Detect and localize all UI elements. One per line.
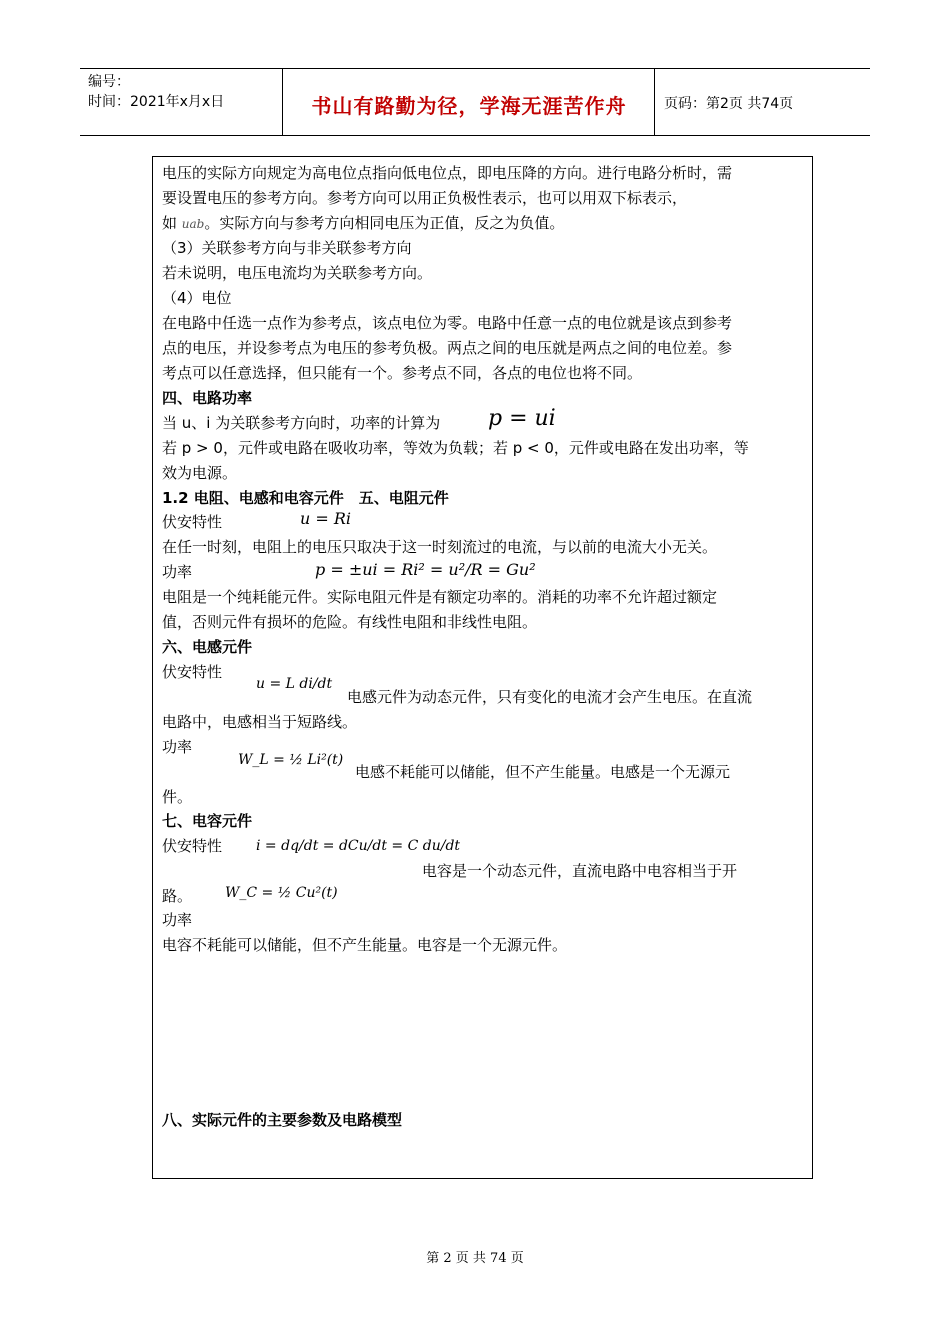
para-text: 如: [162, 214, 178, 232]
header-divider-2: [654, 69, 655, 135]
date-label: 时间：2021年x月x日: [88, 94, 225, 110]
section-heading-7: 七、电容元件: [162, 812, 253, 830]
para-line: 值，否则元件有损坏的危险。有线性电阻和非线性电阻。: [162, 613, 538, 631]
para-line: 电路中，电感相当于短路线。: [162, 713, 358, 731]
header-top-rule: [80, 68, 870, 69]
section-heading-4: 四、电路功率: [162, 389, 253, 407]
label-va-characteristic: 伏安特性: [162, 513, 223, 531]
capacitor-energy-equation: W_C = ½ Cu²(t): [225, 885, 338, 901]
header-bottom-rule: [80, 135, 870, 136]
section-heading-6: 六、电感元件: [162, 638, 253, 656]
para-line: 当 u、i 为关联参考方向时，功率的计算为: [162, 414, 441, 432]
section-heading-8: 八、实际元件的主要参数及电路模型: [162, 1111, 403, 1129]
label-va-characteristic: 伏安特性: [162, 837, 223, 855]
inductor-equation: u = L di/dt: [256, 676, 333, 692]
para-line: 若未说明，电压电流均为关联参考方向。: [162, 264, 433, 282]
para-line: 电感不耗能可以储能，但不产生能量。电感是一个无源元: [355, 763, 731, 781]
label-power: 功率: [162, 738, 193, 756]
doc-number-label: 编号：: [88, 74, 130, 90]
para-line: 电阻是一个纯耗能元件。实际电阻元件是有额定功率的。消耗的功率不允许超过额定: [162, 588, 718, 606]
para-line: 电容是一个动态元件，直流电路中电容相当于开: [422, 862, 738, 880]
para-line: [162, 213, 564, 234]
capacitor-equation: i = dq/dt = dCu/dt = C du/dt: [256, 838, 461, 854]
page-footer: 第 2 页 共 74 页: [426, 1251, 524, 1266]
subheading: （4）电位: [162, 289, 232, 307]
resistor-power-equation: p = ±ui = Ri² = u²/R = Gu²: [315, 560, 536, 579]
para-line: 效为电源。: [162, 464, 238, 482]
uab-symbol: uab: [181, 217, 205, 231]
para-line: 考点可以任意选择，但只能有一个。参考点不同，各点的电位也将不同。: [162, 364, 643, 382]
label-va-characteristic: 伏安特性: [162, 663, 223, 681]
para-line: 电感元件为动态元件，只有变化的电流才会产生电压。在直流: [347, 688, 753, 706]
power-equation: p = ui: [488, 406, 556, 431]
para-line: 件。: [162, 788, 193, 806]
content-frame: [152, 156, 813, 1179]
subheading: （3）关联参考方向与非关联参考方向: [162, 239, 412, 257]
ohm-equation: u = Ri: [300, 509, 352, 528]
inductor-energy-equation: W_L = ½ Li²(t): [238, 752, 344, 768]
para-line: 在任一时刻，电阻上的电压只取决于这一时刻流过的电流，与以前的电流大小无关。: [162, 538, 718, 556]
header-page-info: 页码：第2页 共74页: [664, 96, 794, 112]
section-heading-1-2: 1.2 电阻、电感和电容元件 五、电阻元件: [162, 489, 449, 507]
para-line: 点的电压，并设参考点为电压的参考负极。两点之间的电压就是两点之间的电位差。参: [162, 339, 733, 357]
para-line: 电容不耗能可以储能，但不产生能量。电容是一个无源元件。: [162, 936, 568, 954]
header-motto: 书山有路勤为径，学海无涯苦作舟: [311, 94, 627, 118]
para-text: 。实际方向与参考方向相同电压为正值，反之为负值。: [204, 214, 565, 232]
para-line: 若 p > 0，元件或电路在吸收功率，等效为负载；若 p < 0，元件或电路在发出功率，等: [162, 439, 749, 457]
header-divider-1: [282, 69, 283, 135]
para-line: 在电路中任选一点作为参考点，该点电位为零。电路中任意一点的电位就是该点到参考: [162, 314, 733, 332]
label-power: 功率: [162, 911, 193, 929]
para-line: 要设置电压的参考方向。参考方向可以用正负极性表示，也可以用双下标表示，: [162, 189, 688, 207]
para-line: 电压的实际方向规定为高电位点指向低电位点，即电压降的方向。进行电路分析时，需: [162, 164, 733, 182]
para-line: 路。: [162, 887, 193, 905]
header-meta: [88, 72, 224, 112]
label-power: 功率: [162, 563, 193, 581]
